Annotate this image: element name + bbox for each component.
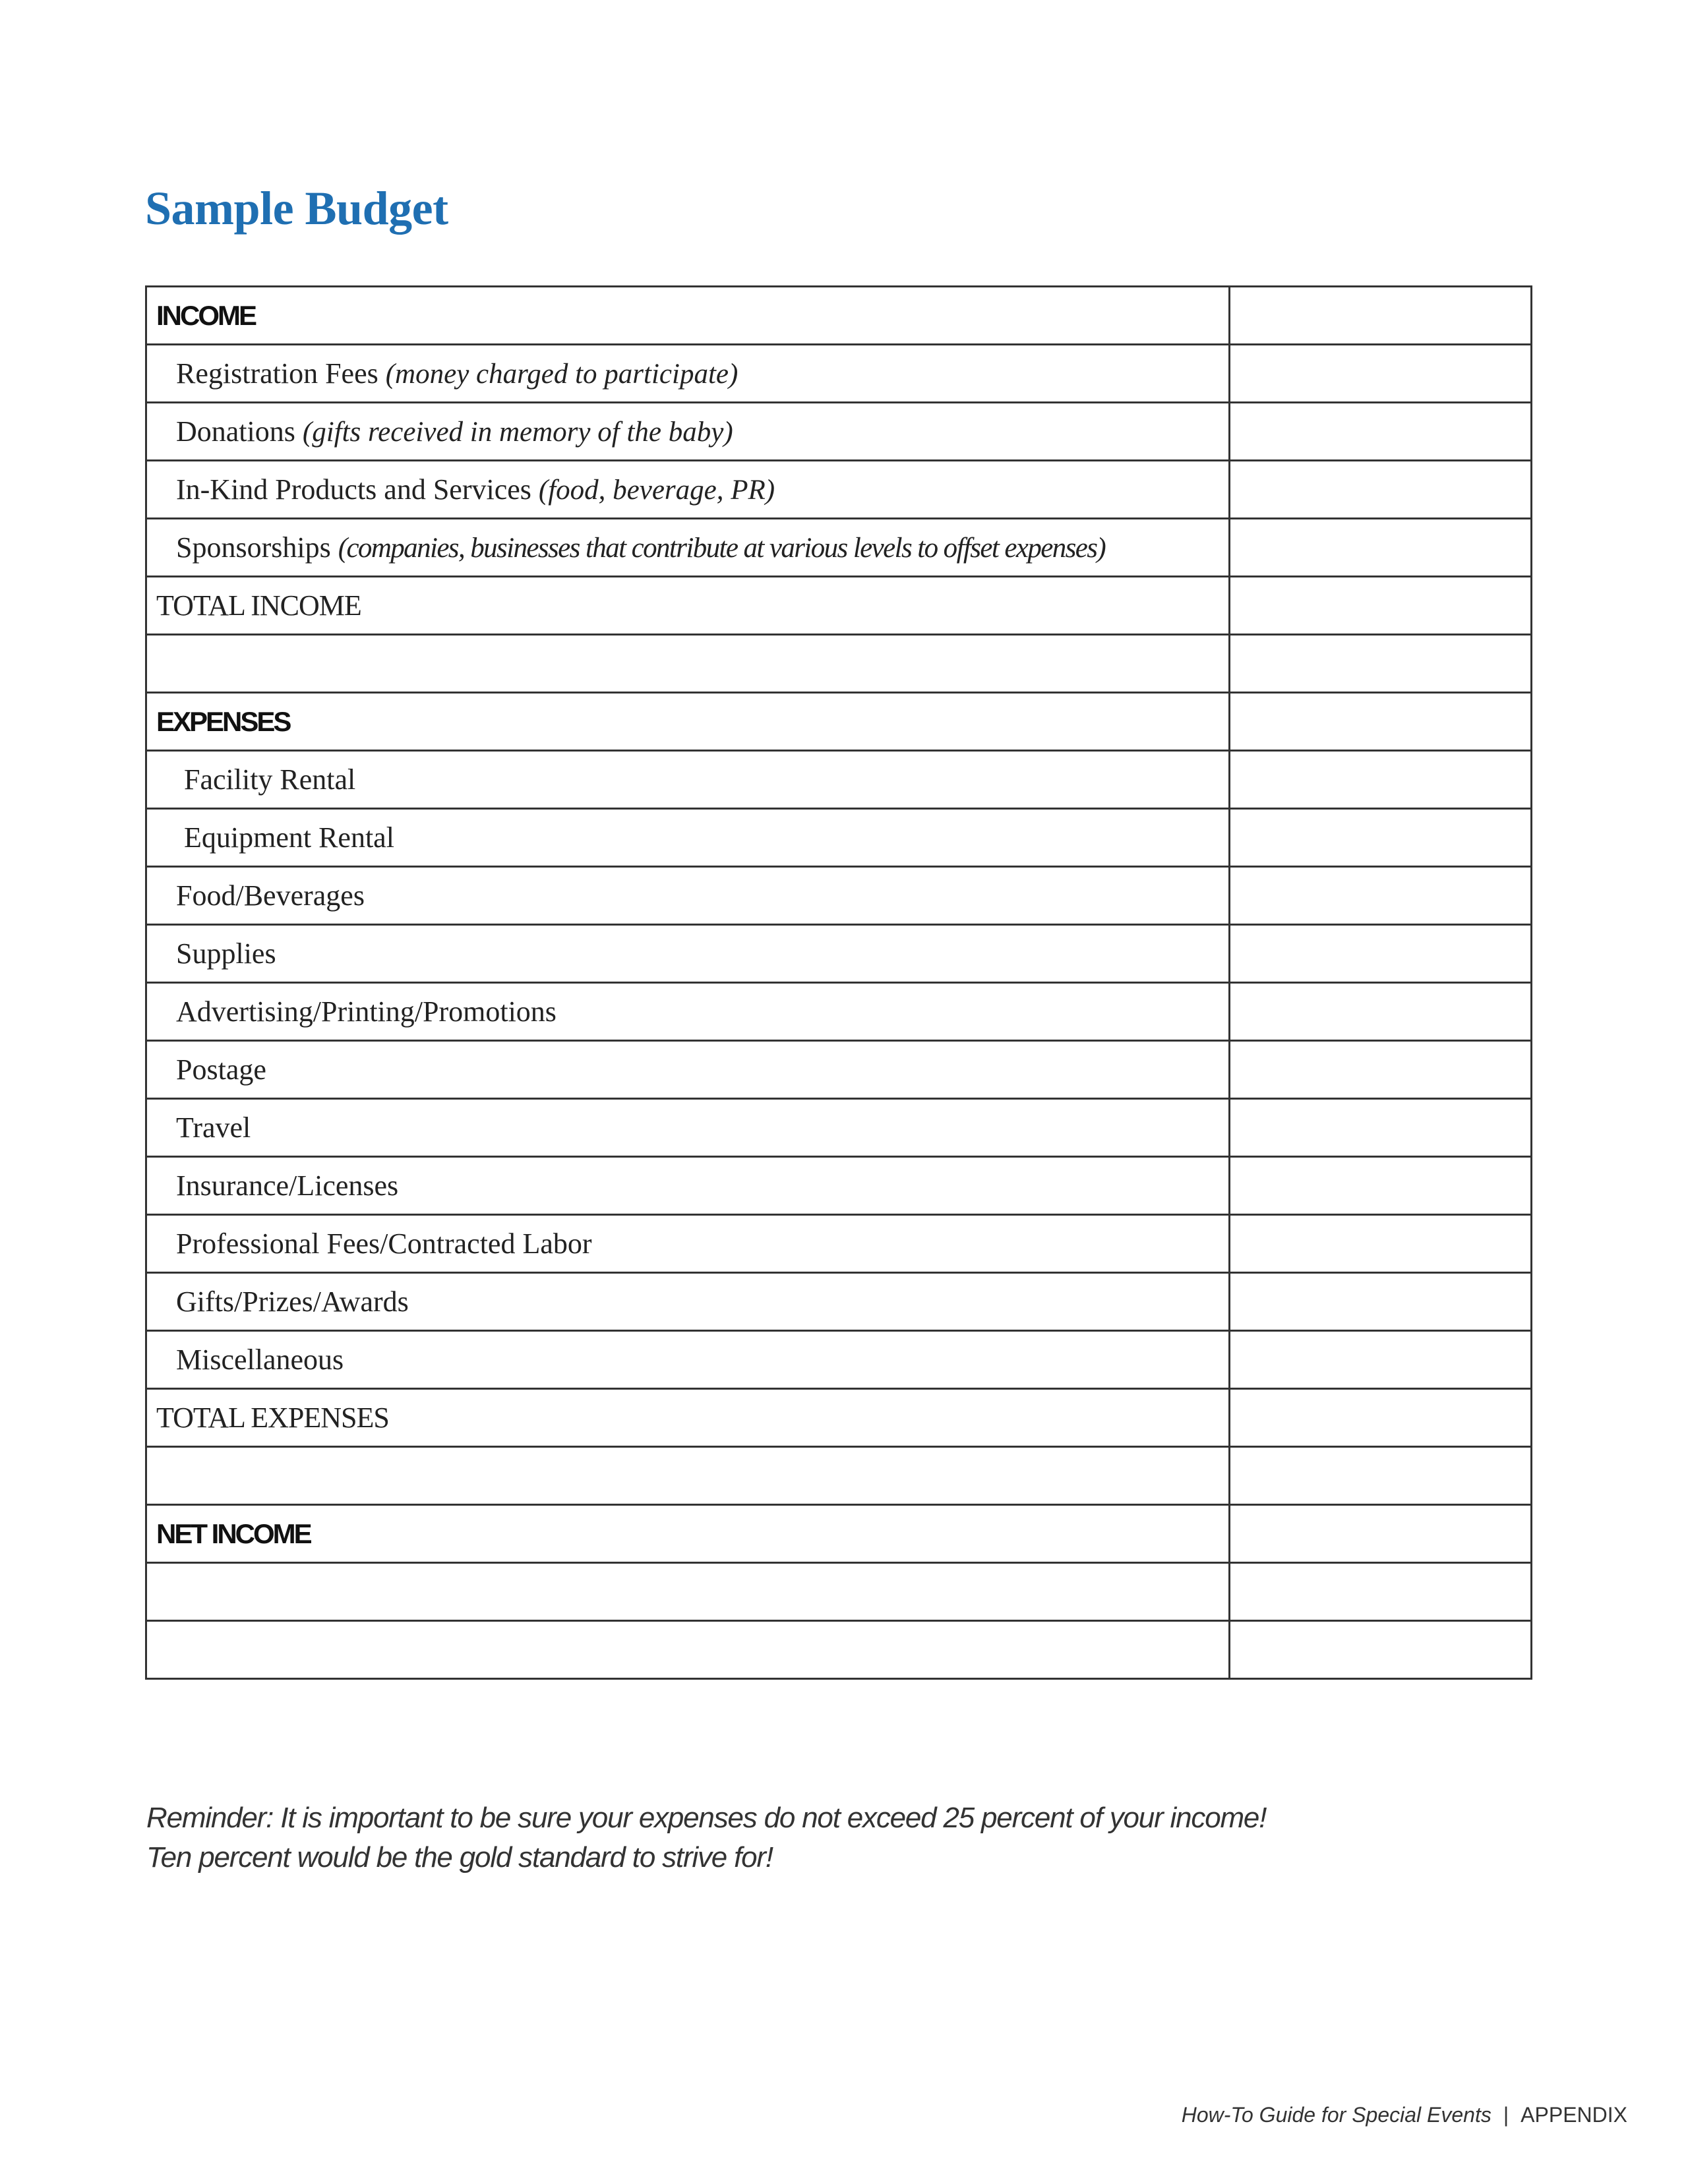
table-row	[146, 345, 1532, 403]
reminder-note	[146, 1798, 1266, 1877]
net-income-amount-cell[interactable]	[1230, 1505, 1532, 1563]
net-income-row	[146, 1505, 1532, 1563]
total-expenses-label: TOTAL EXPENSES	[156, 1401, 389, 1434]
table-row	[146, 1331, 1532, 1389]
line-item-label: Advertising/Printing/Promotions	[176, 995, 557, 1028]
net-income-heading: NET INCOME	[156, 1518, 311, 1549]
total-income-label: TOTAL INCOME	[156, 589, 361, 622]
line-item-label: Insurance/Licenses	[176, 1169, 399, 1202]
line-item-cell	[146, 403, 1230, 461]
line-item-label: Food/Beverages	[176, 879, 365, 912]
amount-cell[interactable]	[1230, 983, 1532, 1041]
amount-cell[interactable]	[1230, 1157, 1532, 1215]
line-item-label: Registration Fees	[176, 357, 378, 390]
line-item-note: (companies, businesses that contribute at various levels to offset expenses)	[338, 532, 1106, 564]
line-item-note: (money charged to participate)	[385, 358, 738, 390]
reminder-line-1: Reminder: It is important to be sure your expenses do not exceed 25 percent of your income!	[146, 1802, 1267, 1834]
amount-cell[interactable]	[1230, 461, 1532, 519]
blank-cell[interactable]	[146, 635, 1230, 693]
footer-section: APPENDIX	[1521, 2103, 1627, 2127]
line-item-label: In-Kind Products and Services	[176, 473, 531, 506]
amount-cell[interactable]	[1230, 925, 1532, 983]
table-row	[146, 403, 1532, 461]
blank-row	[146, 1563, 1532, 1621]
total-expenses-label-cell	[146, 1389, 1230, 1447]
line-item-cell	[146, 1041, 1230, 1099]
blank-row	[146, 1447, 1532, 1505]
amount-cell[interactable]	[1230, 1447, 1532, 1505]
table-row	[146, 867, 1532, 925]
line-item-label: Equipment Rental	[184, 821, 394, 854]
amount-cell[interactable]	[1230, 751, 1532, 809]
blank-cell[interactable]	[146, 1563, 1230, 1621]
line-item-cell	[146, 1331, 1230, 1389]
amount-cell[interactable]	[1230, 1041, 1532, 1099]
table-row	[146, 925, 1532, 983]
line-item-label: Donations	[176, 415, 295, 448]
table-row	[146, 1099, 1532, 1157]
income-heading: INCOME	[156, 299, 255, 331]
line-item-note: (food, beverage, PR)	[538, 474, 775, 506]
expenses-heading-cell	[146, 693, 1230, 751]
table-row	[146, 1157, 1532, 1215]
amount-cell[interactable]	[1230, 1563, 1532, 1621]
total-expenses-amount-cell[interactable]	[1230, 1389, 1532, 1447]
table-row	[146, 1041, 1532, 1099]
amount-cell[interactable]	[1230, 867, 1532, 925]
total-income-row	[146, 577, 1532, 635]
blank-row	[146, 635, 1532, 693]
page-title: Sample Budget	[145, 182, 448, 235]
line-item-label: Travel	[176, 1111, 251, 1144]
net-income-heading-cell	[146, 1505, 1230, 1563]
line-item-cell	[146, 461, 1230, 519]
amount-cell[interactable]	[1230, 519, 1532, 577]
line-item-label: Gifts/Prizes/Awards	[176, 1285, 409, 1318]
table-row	[146, 519, 1532, 577]
line-item-label: Professional Fees/Contracted Labor	[176, 1227, 592, 1260]
line-item-note: (gifts received in memory of the baby)	[302, 416, 733, 448]
line-item-cell	[146, 1273, 1230, 1331]
amount-cell[interactable]	[1230, 635, 1532, 693]
line-item-cell	[146, 867, 1230, 925]
amount-cell[interactable]	[1230, 1215, 1532, 1273]
expenses-header-row	[146, 693, 1532, 751]
amount-cell[interactable]	[1230, 345, 1532, 403]
line-item-label: Facility Rental	[184, 763, 356, 796]
budget-table	[145, 285, 1532, 1680]
blank-row	[146, 1621, 1532, 1679]
page-footer	[1182, 2103, 1627, 2127]
line-item-cell	[146, 1157, 1230, 1215]
footer-guide-title: How-To Guide for Special Events	[1181, 2103, 1492, 2127]
line-item-cell	[146, 983, 1230, 1041]
blank-cell[interactable]	[146, 1447, 1230, 1505]
table-row	[146, 751, 1532, 809]
line-item-cell	[146, 519, 1230, 577]
line-item-cell	[146, 1099, 1230, 1157]
table-row	[146, 1273, 1532, 1331]
line-item-cell	[146, 925, 1230, 983]
total-expenses-row	[146, 1389, 1532, 1447]
amount-cell[interactable]	[1230, 1331, 1532, 1389]
expenses-heading-amount-cell[interactable]	[1230, 693, 1532, 751]
line-item-label: Sponsorships	[176, 531, 331, 564]
total-income-amount-cell[interactable]	[1230, 577, 1532, 635]
income-heading-amount-cell[interactable]	[1230, 287, 1532, 345]
expenses-heading: EXPENSES	[156, 705, 290, 737]
line-item-cell	[146, 751, 1230, 809]
blank-cell[interactable]	[146, 1621, 1230, 1679]
footer-separator: |	[1503, 2103, 1509, 2127]
line-item-cell	[146, 809, 1230, 867]
table-row	[146, 461, 1532, 519]
table-row	[146, 983, 1532, 1041]
reminder-line-2: Ten percent would be the gold standard to strive for!	[146, 1841, 773, 1874]
line-item-label: Supplies	[176, 937, 276, 970]
total-income-label-cell	[146, 577, 1230, 635]
table-row	[146, 1215, 1532, 1273]
table-row	[146, 809, 1532, 867]
amount-cell[interactable]	[1230, 1273, 1532, 1331]
line-item-label: Miscellaneous	[176, 1343, 344, 1376]
line-item-cell	[146, 345, 1230, 403]
amount-cell[interactable]	[1230, 809, 1532, 867]
amount-cell[interactable]	[1230, 1099, 1532, 1157]
line-item-cell	[146, 1215, 1230, 1273]
amount-cell[interactable]	[1230, 1621, 1532, 1679]
income-heading-cell	[146, 287, 1230, 345]
income-header-row	[146, 287, 1532, 345]
line-item-label: Postage	[176, 1053, 266, 1086]
amount-cell[interactable]	[1230, 403, 1532, 461]
